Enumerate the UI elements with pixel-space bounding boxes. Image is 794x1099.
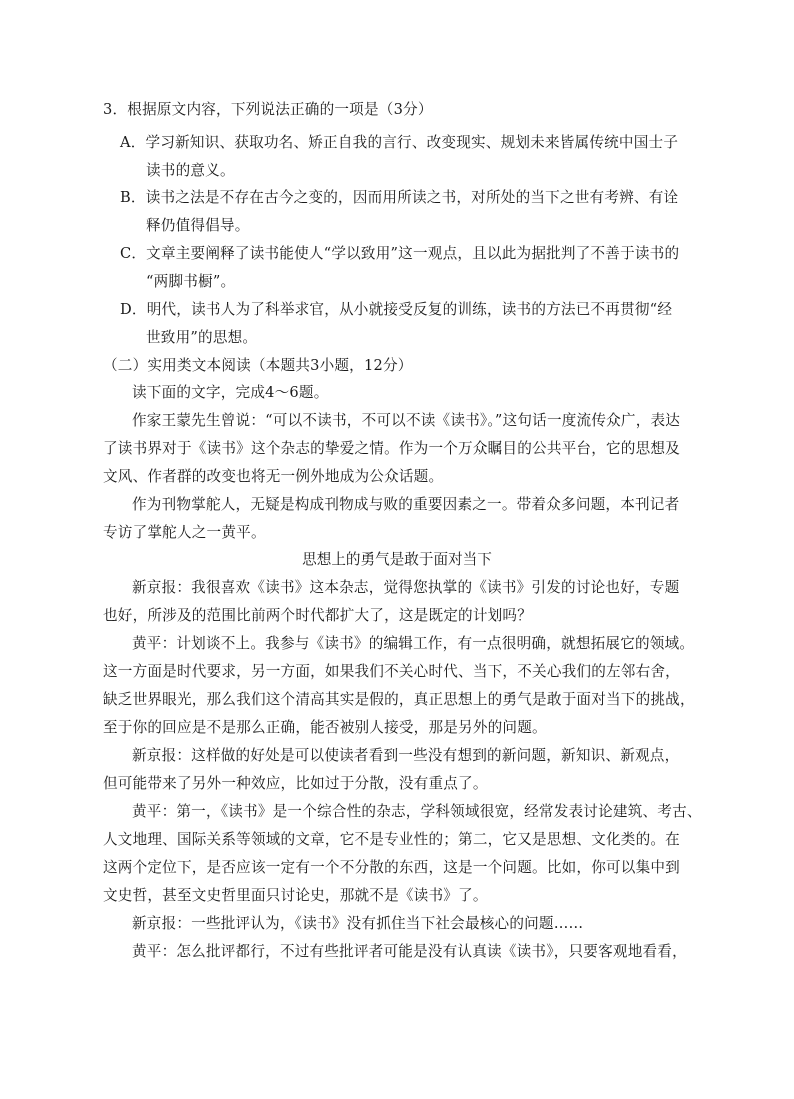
option-c-line-1: C．文章主要阐释了读书能使人“学以致用”这一观点，且以此为据批判了不善于读书的 — [120, 245, 680, 262]
interview-a2-line-3: 这两个定位下，是否应该一定有一个不分散的东西，这是一个问题。比如，你可以集中到 — [103, 859, 680, 876]
interview-a1-line-2: 这一方面是时代要求，另一方面，如果我们不关心时代、当下，不关心我们的左邻右舍， — [103, 663, 680, 680]
interview-a2-line-2: 人文地理、国际关系等领域的文章，它不是专业性的；第二，它又是思想、文化类的。在 — [103, 831, 680, 848]
passage-p1-line-3: 文风、作者群的改变也将无一例外地成为公众话题。 — [103, 468, 444, 485]
passage-p2-line-1: 作为刊物掌舵人，无疑是构成刊物成与败的重要因素之一。带着众多问题，本刊记者 — [132, 496, 680, 513]
option-b-line-2: 释仍值得倡导。 — [146, 217, 250, 234]
interview-q2-line-1: 新京报：这样做的好处是可以使读者看到一些没有想到的新问题，新知识、新观点， — [132, 747, 680, 764]
interview-a1-line-4: 至于你的回应是不是那么正确，能否被别人接受，那是另外的问题。 — [103, 719, 547, 736]
interview-a3-line-1: 黄平：怎么批评都行，不过有些批评者可能是没有认真读《读书》，只要客观地看看， — [132, 943, 687, 960]
option-d-line-1: D．明代，读书人为了科举求官，从小就接受反复的训练，读书的方法已不再贯彻“经 — [120, 301, 673, 318]
article-title: 思想上的勇气是敢于面对当下 — [302, 551, 492, 568]
interview-a1-line-3: 缺乏世界眼光，那么我们这个清高其实是假的，真正思想上的勇气是敢于面对当下的挑战， — [103, 691, 695, 708]
interview-q1-line-1: 新京报：我很喜欢《读书》这本杂志，觉得您执掌的《读书》引发的讨论也好，专题 — [132, 579, 680, 596]
passage-p1-line-2: 了读书界对于《读书》这个杂志的挚爱之情。作为一个万众瞩目的公共平台，它的思想及 — [103, 440, 680, 457]
interview-a1-line-1: 黄平：计划谈不上。我参与《读书》的编辑工作，有一点很明确，就想拓展它的领域。 — [132, 635, 695, 652]
interview-a2-line-1: 黄平：第一，《读书》是一个综合性的杂志，学科领域很宽，经常发表讨论建筑、考古、 — [132, 803, 702, 820]
option-a-line-1: A．学习新知识、获取功名、矫正自我的言行、改变现实、规划未来皆属传统中国士子 — [120, 134, 679, 151]
option-a-line-2: 读书的意义。 — [146, 162, 235, 179]
option-c-line-2: “两脚书橱”。 — [146, 273, 236, 290]
question-3-stem: 3．根据原文内容，下列说法正确的一项是（3分） — [103, 101, 433, 118]
option-d-line-2: 世致用”的思想。 — [146, 329, 258, 346]
option-b-line-1: B．读书之法是不存在古今之变的，因而用所读之书，对所处的当下之世有考辨、有诠 — [120, 189, 679, 206]
interview-a2-line-4: 文史哲，甚至文史哲里面只讨论史，那就不是《读书》了。 — [103, 887, 488, 904]
section-heading: （二）实用类文本阅读（本题共3小题，12分） — [103, 357, 413, 374]
instruction: 读下面的文字，完成4～6题。 — [132, 384, 329, 401]
interview-q3: 新京报：一些批评认为，《读书》没有抓住当下社会最核心的问题…… — [132, 915, 584, 932]
passage-p1-line-1: 作家王蒙先生曾说：“可以不读书，不可以不读《读书》。”这句话一度流传众广，表达 — [132, 412, 681, 429]
interview-q2-line-2: 但可能带来了另外一种效应，比如过于分散，没有重点了。 — [103, 775, 488, 792]
passage-p2-line-2: 专访了掌舵人之一黄平。 — [103, 524, 266, 541]
interview-q1-line-2: 也好，所涉及的范围比前两个时代都扩大了，这是既定的计划吗？ — [103, 607, 533, 624]
